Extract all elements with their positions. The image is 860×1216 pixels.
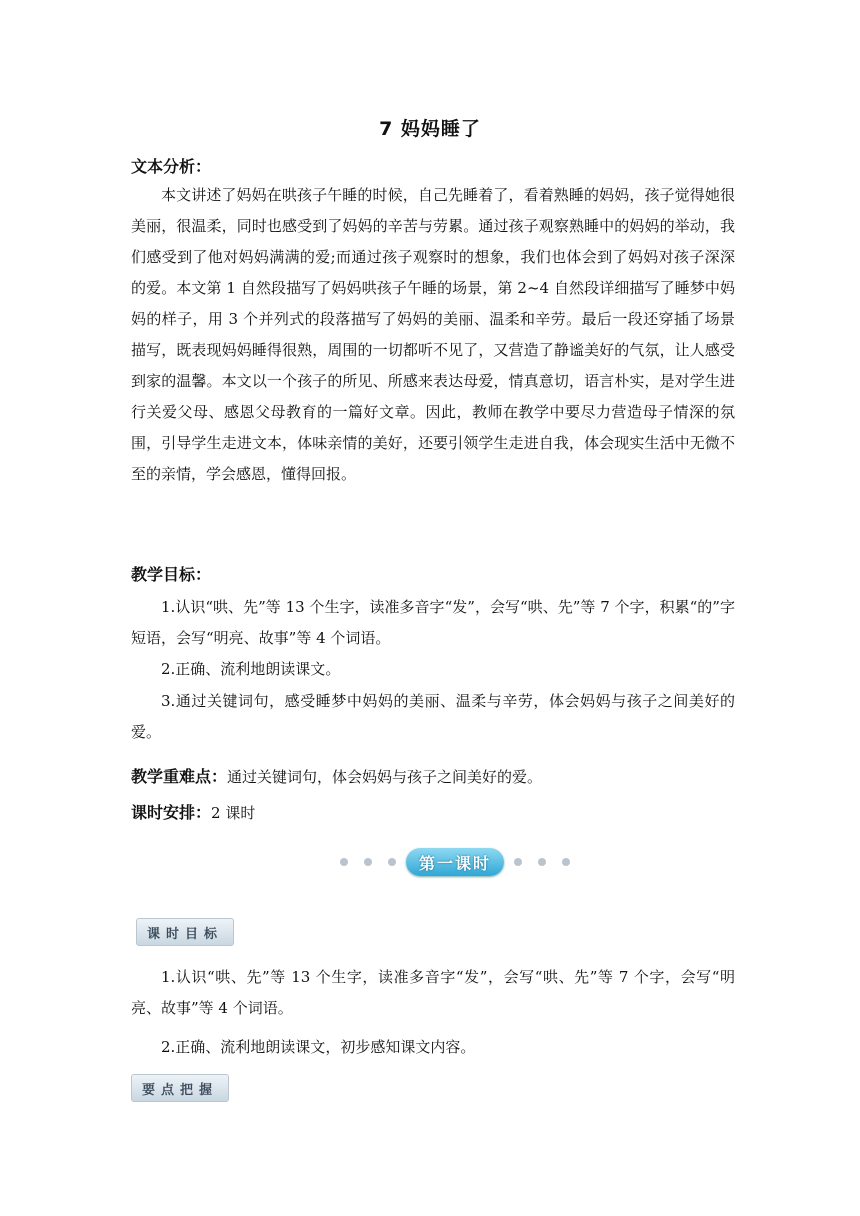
difficulty-label: 教学重难点：: [131, 767, 228, 786]
divider-dot: [538, 858, 546, 866]
divider-dot: [364, 858, 372, 866]
goal-item-1: 1.认识“哄、先”等 13 个生字，读准多音字“发”，会写“哄、先”等 7 个字，积累“的”字短语，会写“明亮、故事”等 4 个词语。: [131, 598, 735, 647]
schedule-line: [131, 800, 255, 823]
goal-item-2: 2.正确、流利地朗读课文。: [161, 660, 341, 678]
lesson-goals-tag: 课时目标: [136, 918, 234, 946]
analysis-heading: 文本分析：: [131, 157, 212, 176]
divider-dot: [514, 858, 522, 866]
schedule-text: 2 课时: [211, 804, 256, 822]
schedule-label: 课时安排：: [131, 803, 212, 822]
key-points-tag: 要点把握: [131, 1074, 229, 1102]
divider-dot: [388, 858, 396, 866]
lesson-title: 7 妈妈睡了: [379, 118, 481, 140]
lesson-badge: 第一课时: [406, 848, 504, 876]
difficulty-text: 通过关键词句，体会妈妈与孩子之间美好的爱。: [227, 768, 543, 786]
divider-dot: [562, 858, 570, 866]
difficulty-line: [131, 764, 542, 787]
lesson-goal-item-2: 2.正确、流利地朗读课文，初步感知课文内容。: [161, 1038, 476, 1056]
goals-heading: 教学目标：: [131, 565, 212, 584]
analysis-paragraph: 本文讲述了妈妈在哄孩子午睡的时候，自己先睡着了，看着熟睡的妈妈，孩子觉得她很美丽，很温柔，同时也感受到了妈妈的辛苦与劳累。通过孩子观察熟睡中的妈妈的举动，我们感受到了他对妈妈满满的爱;而通过孩子观察时的想象，我们也体会到了妈妈对孩子深深的爱。本文第 1 自然段描写了妈妈哄孩子午睡的场景，第 2~4 自然段详细描写了睡梦中妈妈的样子，用 3 个并列式的段落描写了妈妈的美丽、温柔和辛劳。最后一段还穿插了场景描写，既表现妈妈睡得很熟，周围的一切都听不见了，又营造了静谧美好的气氛，让人感受到家的温馨。本文以一个孩子的所见、所感来表达母爱，情真意切，语言朴实，是对学生进行关爱父母、感恩父母教育的一篇好文章。因此，教师在教学中要尽力营造母子情深的氛围，引导学生走进文本，体味亲情的美好，还要引领学生走进自我，体会现实生活中无微不至的亲情，学会感恩，懂得回报。: [131, 186, 735, 483]
goal-item-3: 3.通过关键词句，感受睡梦中妈妈的美丽、温柔与辛劳，体会妈妈与孩子之间美好的爱。: [131, 692, 735, 741]
lesson-divider: [330, 848, 580, 878]
divider-dot: [340, 858, 348, 866]
lesson-goal-item-1: 1.认识“哄、先”等 13 个生字，读准多音字“发”，会写“哄、先”等 7 个字，会写“明亮、故事”等 4 个词语。: [131, 968, 735, 1017]
